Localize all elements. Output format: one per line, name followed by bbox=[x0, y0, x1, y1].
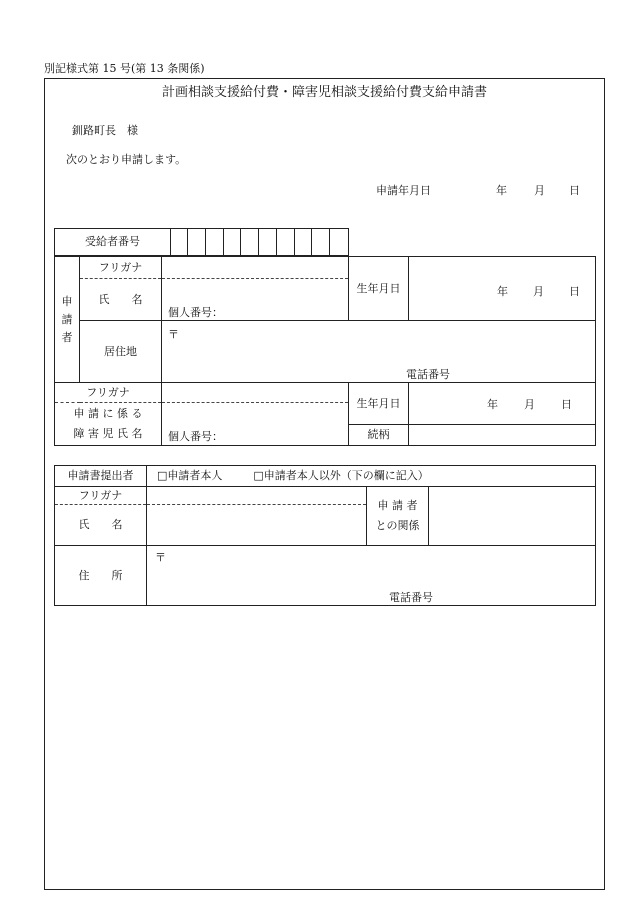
applicant-section-char: 申 bbox=[61, 294, 73, 308]
applicant-birth-day: 日 bbox=[569, 285, 580, 298]
submitter-relation-line2: との関係 bbox=[375, 519, 420, 532]
recipient-number-row bbox=[54, 228, 349, 256]
recipient-number-box[interactable] bbox=[171, 229, 188, 256]
recipient-number-box[interactable] bbox=[330, 229, 349, 256]
applicant-address-field[interactable] bbox=[162, 321, 596, 383]
application-date-year: 年 bbox=[496, 184, 507, 197]
recipient-number-box[interactable] bbox=[295, 229, 312, 256]
submitter-self-checkbox[interactable]: □申請者本人 bbox=[157, 469, 223, 482]
submitter-relation-field[interactable] bbox=[429, 487, 596, 546]
child-name-label-line2: 障 害 児 氏 名 bbox=[73, 427, 143, 440]
submitter-table bbox=[54, 465, 596, 606]
recipient-number-box[interactable] bbox=[312, 229, 330, 256]
applicant-postal-mark: 〒 bbox=[168, 328, 179, 341]
submitter-address-label: 住 所 bbox=[55, 546, 147, 606]
child-birthdate-field[interactable] bbox=[409, 383, 596, 425]
form-reference: 別記様式第 15 号(第 13 条関係) bbox=[44, 62, 205, 75]
child-relation-field[interactable] bbox=[409, 425, 596, 446]
form-title: 計画相談支援給付費・障害児相談支援給付費支給申請書 bbox=[161, 85, 487, 100]
recipient-number-label: 受給者番号 bbox=[55, 229, 171, 256]
applicant-birthdate-label: 生年月日 bbox=[349, 257, 409, 321]
recipient-number-box[interactable] bbox=[277, 229, 295, 256]
recipient-number-box[interactable] bbox=[224, 229, 241, 256]
child-relation-label: 続柄 bbox=[349, 425, 409, 446]
application-date-month: 月 bbox=[534, 184, 545, 197]
recipient-number-box[interactable] bbox=[259, 229, 277, 256]
submitter-furigana-field[interactable] bbox=[147, 487, 367, 505]
child-name-label-line1: 申 請 に 係 る bbox=[73, 407, 143, 420]
child-name-label bbox=[55, 403, 162, 446]
child-birth-month: 月 bbox=[524, 398, 535, 411]
submitter-relation-line1: 申 請 者 bbox=[377, 499, 418, 512]
applicant-name-field[interactable] bbox=[162, 279, 349, 321]
addressee: 釧路町長 様 bbox=[72, 124, 138, 137]
application-date-day: 日 bbox=[569, 184, 580, 197]
applicant-birth-month: 月 bbox=[533, 285, 544, 298]
child-mynumber-label: 個人番号： bbox=[168, 430, 223, 443]
child-name-field[interactable] bbox=[162, 403, 349, 446]
submitter-options bbox=[147, 466, 596, 487]
applicant-furigana-field[interactable] bbox=[162, 257, 349, 279]
recipient-number-box[interactable] bbox=[206, 229, 224, 256]
submitter-furigana-label: フリガナ bbox=[55, 487, 147, 505]
child-birth-day: 日 bbox=[561, 398, 572, 411]
submitter-address-field[interactable] bbox=[147, 546, 596, 606]
submitter-other-checkbox[interactable]: □申請者本人以外（下の欄に記入） bbox=[253, 469, 429, 482]
applicant-furigana-label: フリガナ bbox=[80, 257, 162, 279]
submitter-phone-label: 電話番号 bbox=[389, 591, 433, 604]
applicant-address-label: 居住地 bbox=[80, 321, 162, 383]
applicant-section-char: 者 bbox=[61, 330, 73, 344]
submitter-postal-mark: 〒 bbox=[155, 551, 166, 564]
applicant-table bbox=[54, 256, 596, 446]
application-date-label: 申請年月日 bbox=[376, 184, 431, 197]
applicant-section-char: 請 bbox=[61, 312, 73, 326]
child-birthdate-label: 生年月日 bbox=[349, 383, 409, 425]
recipient-number-box[interactable] bbox=[241, 229, 259, 256]
recipient-number-box[interactable] bbox=[188, 229, 206, 256]
applicant-birthdate-field[interactable] bbox=[409, 257, 596, 321]
applicant-mynumber-label: 個人番号： bbox=[168, 306, 223, 319]
child-furigana-label: フリガナ bbox=[55, 383, 162, 403]
applicant-phone-label: 電話番号 bbox=[406, 368, 450, 381]
child-birth-year: 年 bbox=[487, 398, 498, 411]
submitter-name-label: 氏 名 bbox=[55, 505, 147, 546]
applicant-section-label bbox=[55, 257, 80, 383]
submitter-relation-label bbox=[367, 487, 429, 546]
submitter-label: 申請書提出者 bbox=[55, 466, 147, 487]
applicant-birth-year: 年 bbox=[497, 285, 508, 298]
intro-text: 次のとおり申請します。 bbox=[66, 153, 187, 166]
child-furigana-field[interactable] bbox=[162, 383, 349, 403]
applicant-name-label: 氏 名 bbox=[80, 279, 162, 321]
submitter-name-field[interactable] bbox=[147, 505, 367, 546]
